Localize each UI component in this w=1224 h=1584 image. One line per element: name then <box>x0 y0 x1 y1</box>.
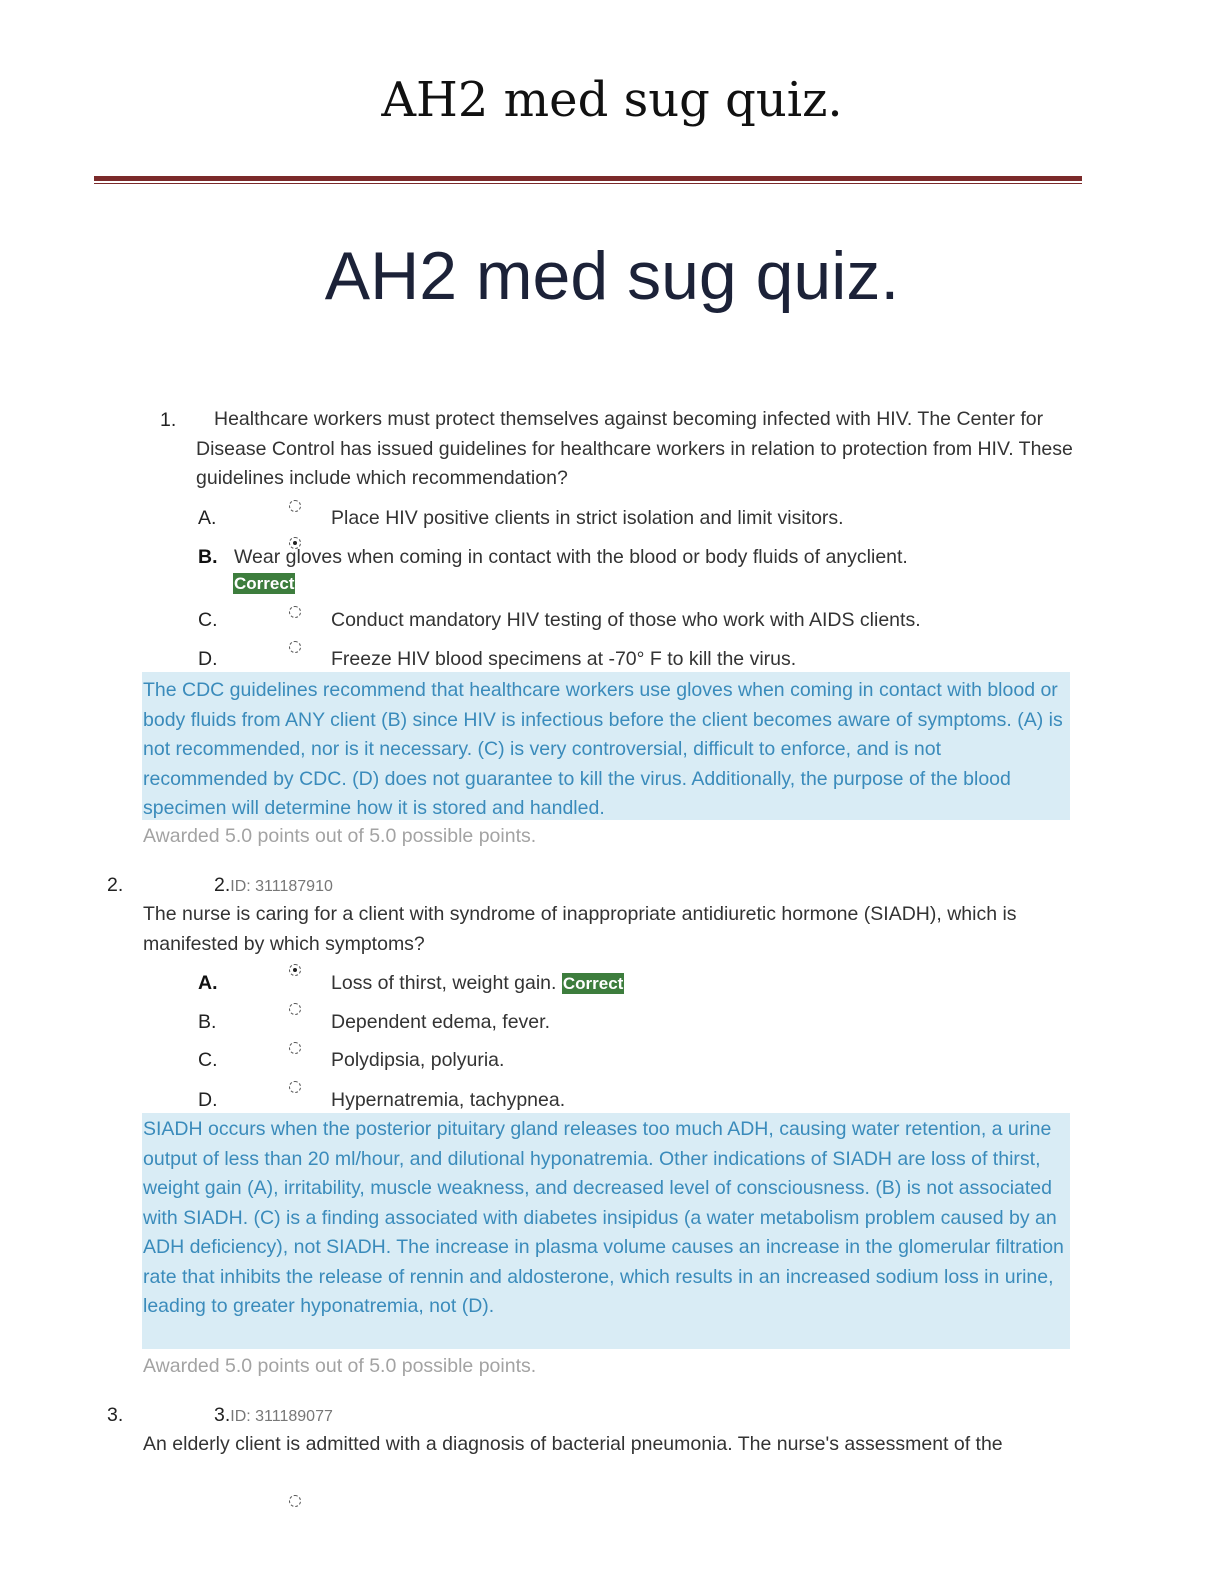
option-letter: A. <box>198 507 217 529</box>
awarded-points: Awarded 5.0 points out of 5.0 possible points. <box>143 825 537 847</box>
radio-icon[interactable] <box>289 1081 301 1093</box>
question-number: 3. <box>107 1404 124 1426</box>
option-text[interactable]: Freeze HIV blood specimens at -70° F to kill the virus. <box>331 648 797 670</box>
explanation-box: SIADH occurs when the posterior pituitary gland releases too much ADH, causing water retention, a urine output of less than 20 ml/hour, and dilutional hyponatremia. Other indications of SIADH are loss of thirst, weight gain (A), irritability, muscle weakness, and decreased level of consciousness. (B) is not associated with SIADH. (C) is a finding associated with diabetes insipidus (a water metabolism problem caused by an ADH deficiency), not SIADH. The increase in plasma volume causes an increase in the glomerular filtration rate that inhibits the release of rennin and aldosterone, which results in an increased sodium loss in urine, leading to greater hyponatremia, not (D). <box>142 1113 1070 1349</box>
option-text[interactable]: Conduct mandatory HIV testing of those who work with AIDS clients. <box>331 609 921 631</box>
option-letter: B. <box>198 1011 217 1033</box>
question-inner-number: 2. <box>214 874 231 896</box>
question-inner-number: 3. <box>214 1404 231 1426</box>
option-label: Loss of thirst, weight gain. <box>331 972 557 994</box>
option-letter: B. <box>198 546 218 568</box>
radio-icon[interactable] <box>289 606 301 618</box>
option-letter: D. <box>198 1089 218 1111</box>
question-number: 2. <box>107 874 124 896</box>
radio-icon[interactable] <box>289 641 301 653</box>
correct-badge: Correct <box>562 974 624 993</box>
option-text[interactable]: Polydipsia, polyuria. <box>331 1049 505 1071</box>
question-id-line <box>214 873 333 899</box>
explanation-box: The CDC guidelines recommend that healthcare workers use gloves when coming in contact with blood or body fluids from ANY client (B) since HIV is infectious before the client becomes aware of symptoms. (A) is not recommended, nor is it necessary. (C) is very controversial, difficult to enforce, and is not recommended by CDC. (D) does not guarantee to kill the virus. Additionally, the purpose of the blood specimen will determine how it is stored and handled. <box>142 672 1070 820</box>
question-text: The nurse is caring for a client with syndrome of inappropriate antidiuretic hormone (SIADH), which is manifested by which symptoms? <box>143 903 1017 955</box>
question-text: An elderly client is admitted with a diagnosis of bacterial pneumonia. The nurse's assessment of the <box>143 1433 1003 1455</box>
radio-icon[interactable] <box>289 1495 301 1507</box>
option-text[interactable] <box>331 971 624 995</box>
header-rule-thin <box>94 183 1082 184</box>
option-letter: A. <box>198 972 218 994</box>
radio-icon[interactable] <box>289 1042 301 1054</box>
question-text: Healthcare workers must protect themselves against becoming infected with HIV. The Center for Disease Control has issued guidelines for healthcare workers in relation to protection from HIV. These guidelines include which recommendation? <box>196 408 1073 489</box>
header-title: AH2 med sug quiz. <box>381 72 843 128</box>
option-text[interactable]: Dependent edema, fever. <box>331 1011 550 1033</box>
awarded-points: Awarded 5.0 points out of 5.0 possible points. <box>143 1355 537 1377</box>
option-letter: D. <box>198 648 218 670</box>
question-id: ID: 311187910 <box>230 878 333 895</box>
question-number: 1. <box>160 409 177 431</box>
header-rule <box>94 176 1082 181</box>
radio-selected-icon[interactable] <box>289 964 301 976</box>
question-id: ID: 311189077 <box>230 1408 333 1425</box>
option-text[interactable]: Hypernatremia, tachypnea. <box>331 1089 566 1111</box>
question-id-line <box>214 1403 333 1429</box>
option-letter: C. <box>198 1049 218 1071</box>
option-text[interactable]: Place HIV positive clients in strict isolation and limit visitors. <box>331 507 844 529</box>
correct-badge: Correct <box>234 574 295 593</box>
radio-icon[interactable] <box>289 500 301 512</box>
option-text[interactable]: Wear gloves when coming in contact with the blood or body fluids of anyclient. <box>234 546 908 568</box>
option-letter: C. <box>198 609 218 631</box>
document-title: AH2 med sug quiz. <box>324 238 900 314</box>
radio-icon[interactable] <box>289 1003 301 1015</box>
